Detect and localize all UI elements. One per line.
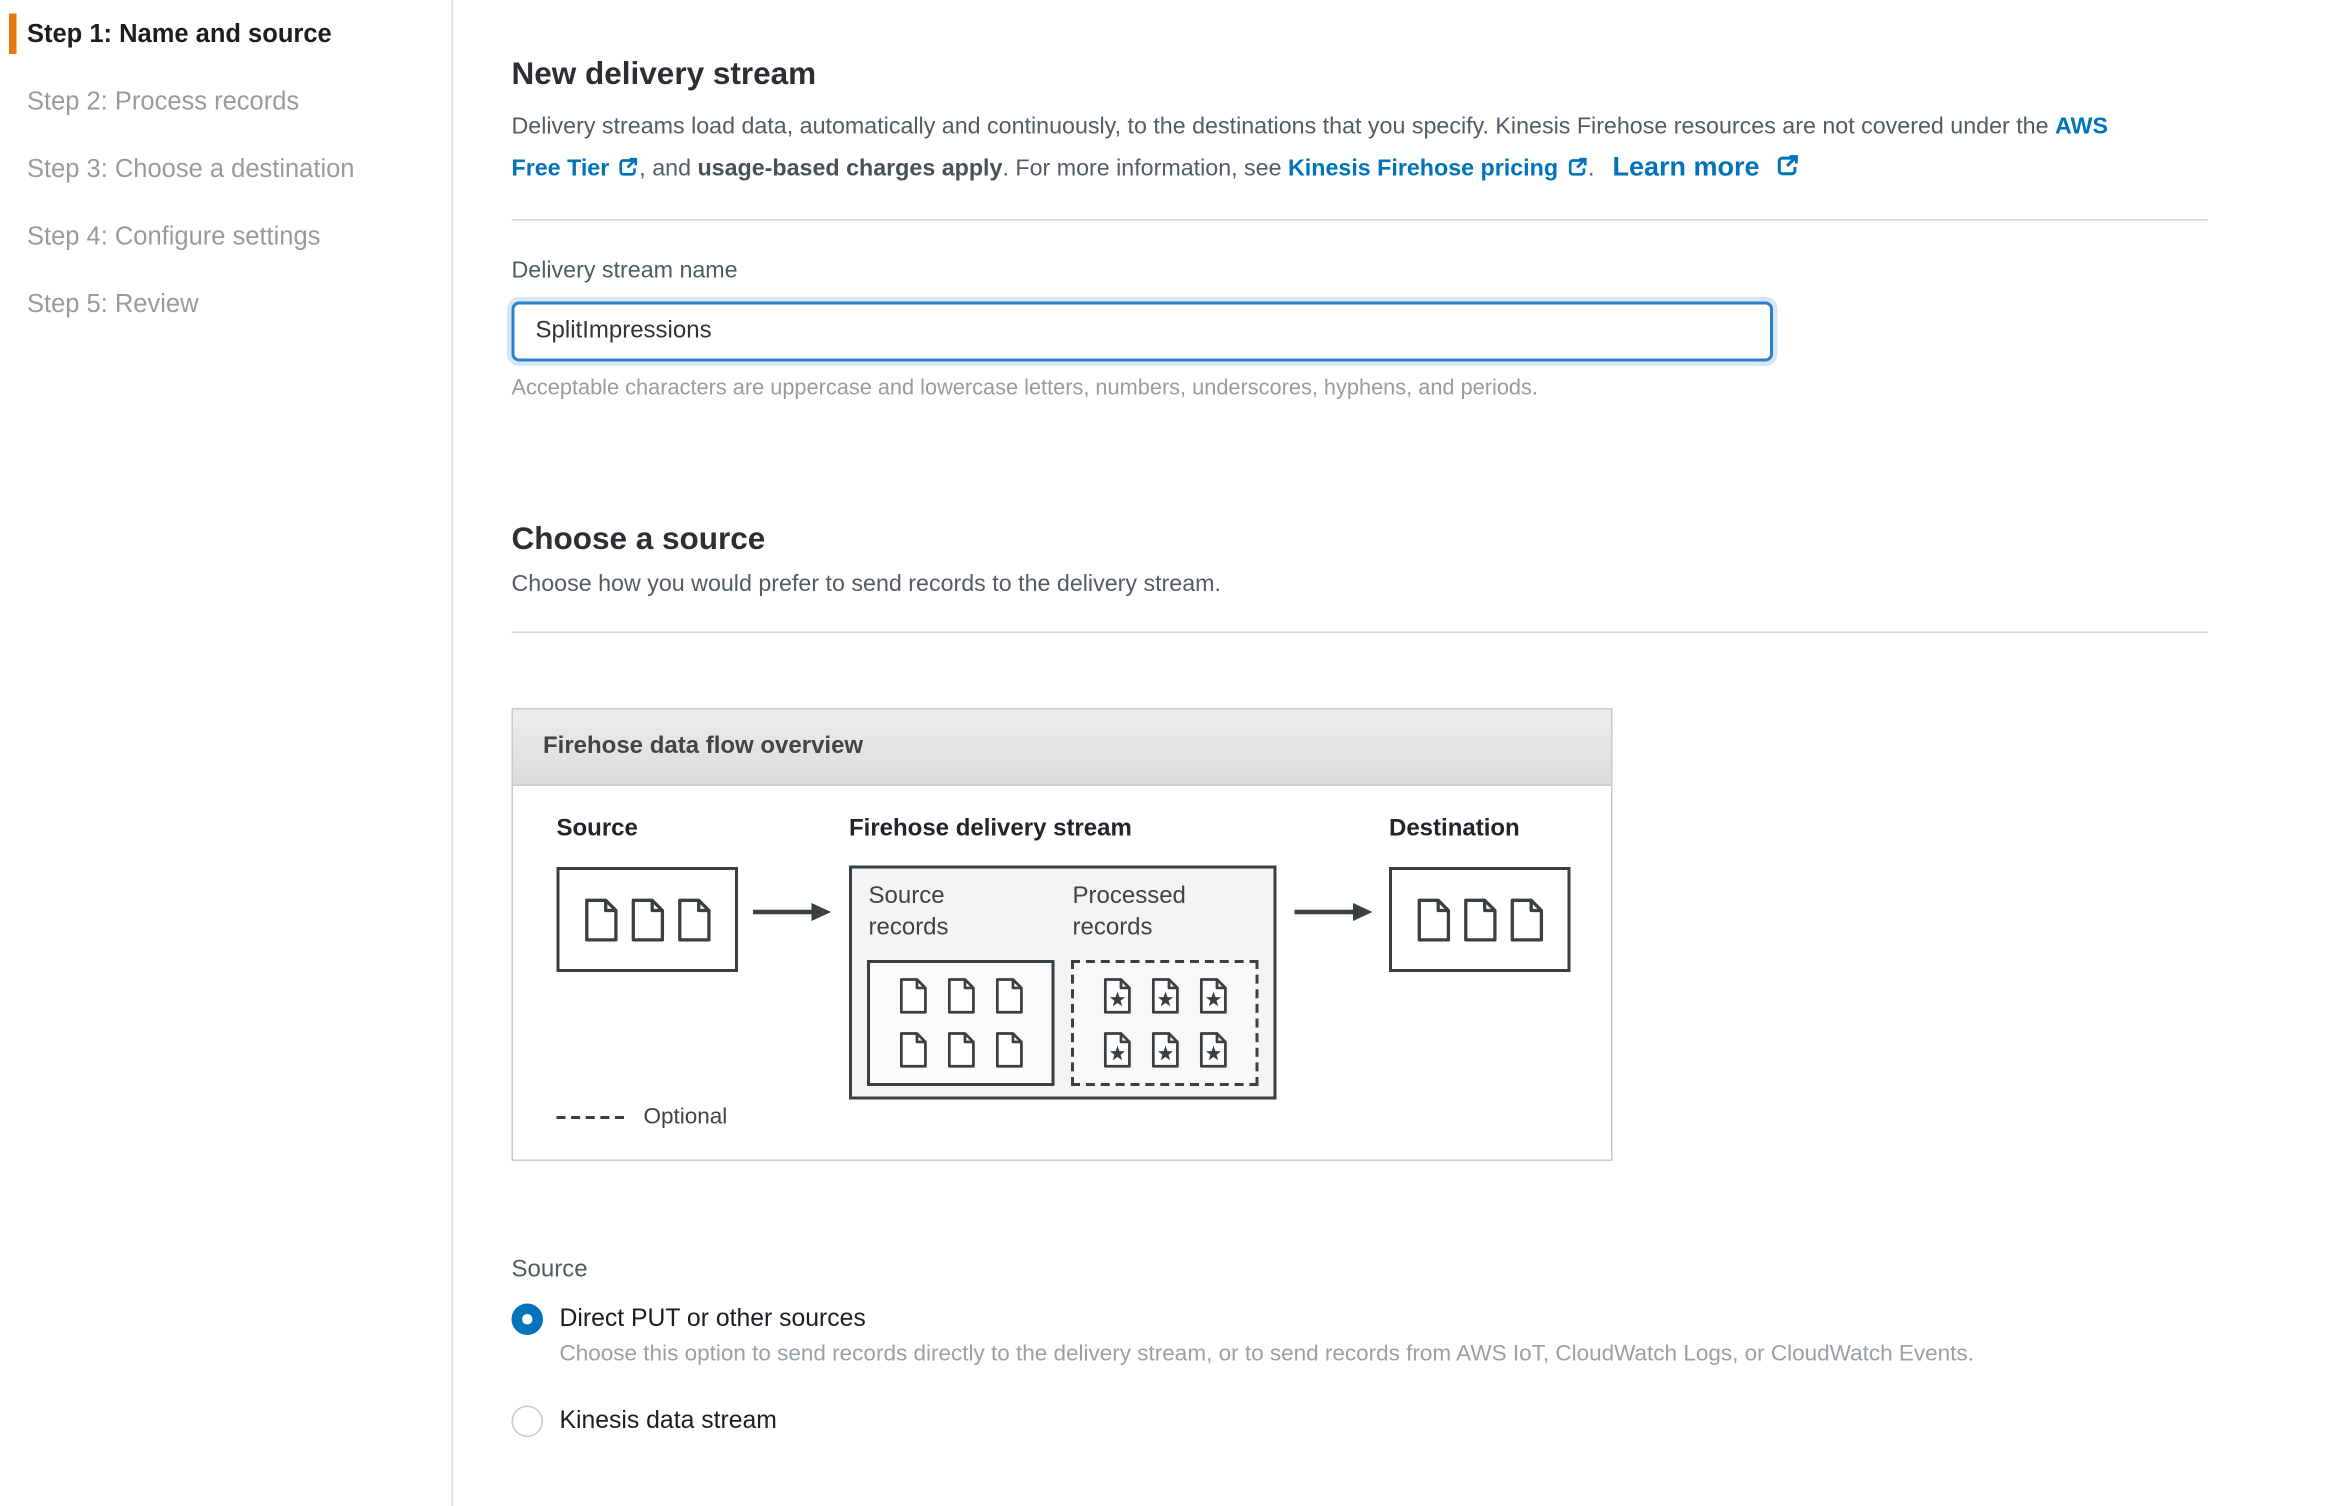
document-icon xyxy=(1462,898,1498,942)
starred-document-icon xyxy=(1150,978,1180,1014)
diagram-stream-label: Firehose delivery stream xyxy=(849,816,1132,842)
usage-charges-emphasis: usage-based charges apply xyxy=(697,156,1003,182)
intro-part-3: . For more information, see xyxy=(1002,156,1289,182)
choose-source-subtitle: Choose how you would prefer to send records to the delivery stream. xyxy=(511,571,1221,597)
step-label: Step 4: Configure settings xyxy=(27,222,321,251)
kinesis-firehose-pricing-link[interactable]: Kinesis Firehose pricing xyxy=(1288,156,1588,182)
overview-panel-header: Firehose data flow overview xyxy=(513,710,1611,787)
main-content xyxy=(512,0,2209,1437)
choose-source-title: Choose a source xyxy=(511,522,766,557)
sidebar-step-1 xyxy=(0,14,450,55)
radio-direct-put[interactable] xyxy=(512,1304,2209,1336)
optional-legend xyxy=(557,1104,728,1130)
diagram-destination-label: Destination xyxy=(1389,816,1520,842)
starred-document-icon xyxy=(1102,1032,1132,1068)
aws-free-tier-link[interactable]: AWS xyxy=(2055,114,2108,140)
intro-part-1: Delivery streams load data, automatically and continuously, to the destinations that you specify. Kinesis Firehose resources are not covered under the xyxy=(511,114,2056,140)
document-icon xyxy=(1415,898,1451,942)
document-icon xyxy=(994,978,1024,1014)
source-records-box xyxy=(867,960,1055,1086)
section-divider xyxy=(512,632,2209,634)
sidebar-step-3 xyxy=(0,149,450,190)
radio-kinesis-stream-label[interactable]: Kinesis data stream xyxy=(559,1407,777,1434)
sidebar-step-5 xyxy=(0,284,450,325)
active-step-marker xyxy=(9,14,17,55)
document-icon xyxy=(898,978,928,1014)
processed-records-box xyxy=(1071,960,1259,1086)
step-label: Step 3: Choose a destination xyxy=(27,154,355,183)
delivery-stream-name-helper: Acceptable characters are uppercase and lowercase letters, numbers, underscores, hyphens, and periods. xyxy=(511,376,1538,401)
source-group-label: Source xyxy=(511,1257,588,1283)
starred-document-icon xyxy=(1198,978,1228,1014)
intro-part-4: . xyxy=(1588,156,1595,182)
radio-dot xyxy=(522,1314,533,1325)
document-icon xyxy=(583,898,619,942)
document-icon xyxy=(1508,898,1544,942)
flow-arrow-icon xyxy=(753,902,831,923)
dashed-line-icon xyxy=(557,1115,625,1118)
processed-records-label: Processed records xyxy=(1072,883,1186,941)
firehose-overview-panel xyxy=(512,708,1613,1161)
radio-direct-put-helper: Choose this option to send records directly to the delivery stream, or to send records from AWS IoT, CloudWatch Logs, or CloudWatch Events. xyxy=(559,1341,1974,1367)
destination-box xyxy=(1389,867,1571,972)
step-label: Step 5: Review xyxy=(27,289,199,318)
radio-selected-icon[interactable] xyxy=(512,1304,544,1336)
document-icon xyxy=(898,1032,928,1068)
source-box xyxy=(557,867,739,972)
learn-more-link[interactable]: Learn more xyxy=(1613,152,1801,182)
document-icon xyxy=(946,978,976,1014)
radio-direct-put-label[interactable]: Direct PUT or other sources xyxy=(559,1305,866,1332)
source-records-label: Source records xyxy=(868,883,949,941)
aws-free-tier-link[interactable]: Free Tier xyxy=(512,156,640,182)
flow-arrow-icon xyxy=(1295,902,1373,923)
overview-diagram xyxy=(513,786,1611,1160)
document-icon xyxy=(676,898,712,942)
section-divider xyxy=(512,219,2209,221)
delivery-stream-name-label: Delivery stream name xyxy=(511,258,738,284)
starred-document-icon xyxy=(1102,978,1132,1014)
sidebar-step-2 xyxy=(0,81,450,122)
sidebar-step-4 xyxy=(0,216,450,257)
document-icon xyxy=(629,898,665,942)
external-link-icon xyxy=(617,156,640,179)
delivery-stream-box xyxy=(849,866,1277,1100)
starred-document-icon xyxy=(1198,1032,1228,1068)
intro-part-2: , and xyxy=(639,156,698,182)
page-title: New delivery stream xyxy=(511,57,817,92)
document-icon xyxy=(946,1032,976,1068)
wizard-steps-nav xyxy=(0,14,450,352)
delivery-stream-name-input[interactable] xyxy=(512,302,1774,362)
optional-label: Optional xyxy=(643,1104,728,1130)
radio-kinesis-stream[interactable] xyxy=(512,1406,2209,1438)
intro-text xyxy=(512,107,2209,190)
step-label: Step 1: Name and source xyxy=(27,19,332,48)
document-icon xyxy=(994,1032,1024,1068)
diagram-source-label: Source xyxy=(556,816,638,842)
starred-document-icon xyxy=(1150,1032,1180,1068)
sidebar-divider xyxy=(452,0,454,1506)
external-link-icon xyxy=(1775,153,1801,179)
external-link-icon xyxy=(1566,156,1589,179)
radio-unselected-icon[interactable] xyxy=(512,1406,544,1438)
step-label: Step 2: Process records xyxy=(27,87,300,116)
